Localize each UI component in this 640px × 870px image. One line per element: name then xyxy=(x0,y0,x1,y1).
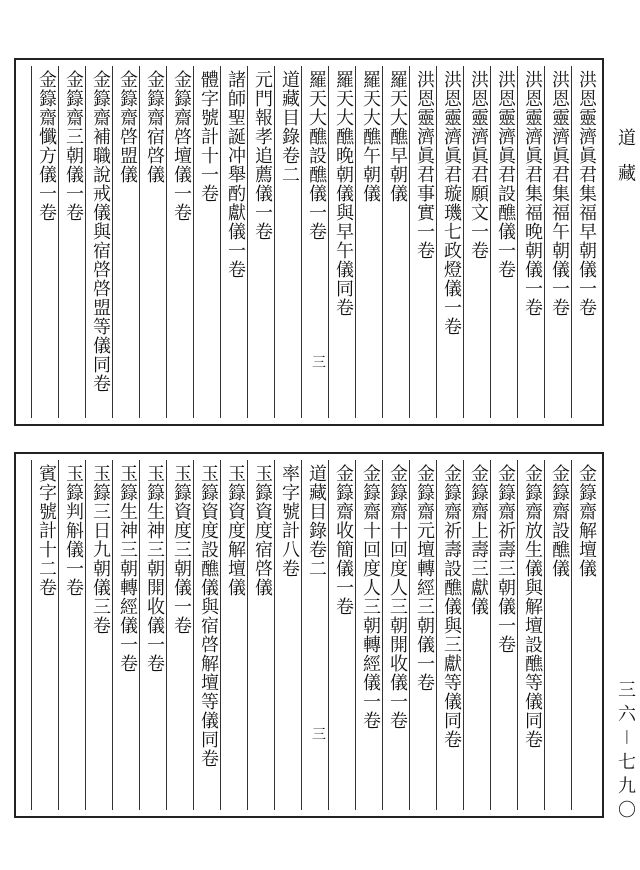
catalog-column xyxy=(382,460,409,810)
column-text: 金籙齋三朝儀一卷 xyxy=(63,70,84,222)
side-label-top: 道 藏 xyxy=(615,128,636,188)
catalog-column xyxy=(571,460,598,810)
catalog-column xyxy=(274,66,301,418)
column-text: 洪恩靈濟眞君集福午朝儀一卷 xyxy=(549,70,570,317)
catalog-column xyxy=(571,66,598,418)
column-text: 玉籙資度解壇儀 xyxy=(225,464,246,597)
catalog-column xyxy=(166,460,193,810)
column-text: 道藏目錄卷二 xyxy=(306,464,327,578)
catalog-column xyxy=(517,66,544,418)
column-text: 金籙齋上壽三獻儀 xyxy=(468,464,489,616)
catalog-column xyxy=(328,460,355,810)
bottom-page-mark: 三 xyxy=(312,727,326,743)
catalog-column xyxy=(436,66,463,418)
bottom-catalog-panel xyxy=(14,452,604,818)
column-text: 金籙齋補職說戒儀與宿啓啓盟等儀同卷 xyxy=(90,70,111,393)
catalog-column xyxy=(139,460,166,810)
column-text: 金籙齋懺方儀一卷 xyxy=(36,70,57,222)
column-text: 玉籙判斛儀一卷 xyxy=(63,464,84,597)
column-text: 羅天大醮晚朝儀與早午儀同卷 xyxy=(333,70,354,317)
column-text: 金籙齋啓盟儀 xyxy=(117,70,138,184)
catalog-column xyxy=(166,66,193,418)
catalog-column xyxy=(85,66,112,418)
column-text: 金籙齋祈壽三朝儀一卷 xyxy=(495,464,516,654)
top-catalog-panel xyxy=(14,58,604,426)
column-text: 玉籙生神三朝轉經儀一卷 xyxy=(117,464,138,673)
column-text: 金籙齋啓壇儀一卷 xyxy=(171,70,192,222)
catalog-column xyxy=(355,66,382,418)
catalog-column xyxy=(490,460,517,810)
catalog-column xyxy=(517,460,544,810)
column-text: 道藏目錄卷二 xyxy=(279,70,300,184)
column-text: 羅天大醮設醮儀一卷 xyxy=(306,70,327,241)
catalog-column xyxy=(112,66,139,418)
catalog-column xyxy=(139,66,166,418)
catalog-column xyxy=(409,460,436,810)
catalog-column xyxy=(382,66,409,418)
column-text: 洪恩靈濟眞君願文一卷 xyxy=(468,70,489,260)
column-text: 羅天大醮午朝儀 xyxy=(360,70,381,203)
column-text: 金籙齋收簡儀一卷 xyxy=(333,464,354,616)
column-text: 洪恩靈濟眞君集福晚朝儀一卷 xyxy=(522,70,543,317)
catalog-column xyxy=(247,460,274,810)
column-text: 洪恩靈濟眞君設醮儀一卷 xyxy=(495,70,516,279)
catalog-column xyxy=(247,66,274,418)
catalog-column xyxy=(490,66,517,418)
catalog-column xyxy=(301,460,328,810)
bottom-columns xyxy=(16,454,602,816)
catalog-column xyxy=(436,460,463,810)
column-text: 體字號計十一卷 xyxy=(198,70,219,203)
catalog-column xyxy=(328,66,355,418)
catalog-column xyxy=(193,460,220,810)
column-text: 金籙齋十回度人三朝轉經儀一卷 xyxy=(360,464,381,730)
column-text: 洪恩靈濟眞君璇璣七政燈儀一卷 xyxy=(441,70,462,336)
column-text: 賓字號計十二卷 xyxy=(36,464,57,597)
catalog-column xyxy=(355,460,382,810)
top-page-mark: 三 xyxy=(312,355,326,371)
catalog-column xyxy=(544,66,571,418)
column-text: 羅天大醮早朝儀 xyxy=(387,70,408,203)
column-text: 玉籙資度宿啓儀 xyxy=(252,464,273,597)
column-text: 金籙齋宿啓儀 xyxy=(144,70,165,184)
catalog-column xyxy=(193,66,220,418)
catalog-column xyxy=(85,460,112,810)
column-text: 金籙齋設醮儀 xyxy=(549,464,570,578)
catalog-column xyxy=(31,460,58,810)
catalog-column xyxy=(31,66,58,418)
column-text: 玉籙資度設醮儀與宿啓解壇等儀同卷 xyxy=(198,464,219,768)
catalog-column xyxy=(220,460,247,810)
top-columns xyxy=(16,60,602,424)
catalog-column xyxy=(463,460,490,810)
column-text: 玉籙三日九朝儀三卷 xyxy=(90,464,111,635)
catalog-column xyxy=(58,66,85,418)
column-text: 金籙齋解壇儀 xyxy=(576,464,597,578)
catalog-column xyxy=(544,460,571,810)
column-text: 洪恩靈濟眞君事實一卷 xyxy=(414,70,435,260)
column-text: 金籙齋放生儀與解壇設醮等儀同卷 xyxy=(522,464,543,749)
catalog-column xyxy=(463,66,490,418)
catalog-column xyxy=(409,66,436,418)
column-text: 諸師聖誕冲舉酌獻儀一卷 xyxy=(225,70,246,279)
column-text: 率字號計八卷 xyxy=(279,464,300,578)
column-text: 金籙齋祈壽設醮儀與三獻等儀同卷 xyxy=(441,464,462,749)
catalog-column xyxy=(58,460,85,810)
column-text: 洪恩靈濟眞君集福早朝儀一卷 xyxy=(576,70,597,317)
column-text: 玉籙生神三朝開收儀一卷 xyxy=(144,464,165,673)
catalog-column xyxy=(274,460,301,810)
column-text: 元門報孝追薦儀一卷 xyxy=(252,70,273,241)
catalog-column xyxy=(112,460,139,810)
side-label-bottom: 三六－七九〇 xyxy=(615,680,636,824)
column-text: 金籙齋元壇轉經三朝儀一卷 xyxy=(414,464,435,692)
column-text: 玉籙資度三朝儀一卷 xyxy=(171,464,192,635)
catalog-column xyxy=(220,66,247,418)
column-text: 金籙齋十回度人三朝開收儀一卷 xyxy=(387,464,408,730)
